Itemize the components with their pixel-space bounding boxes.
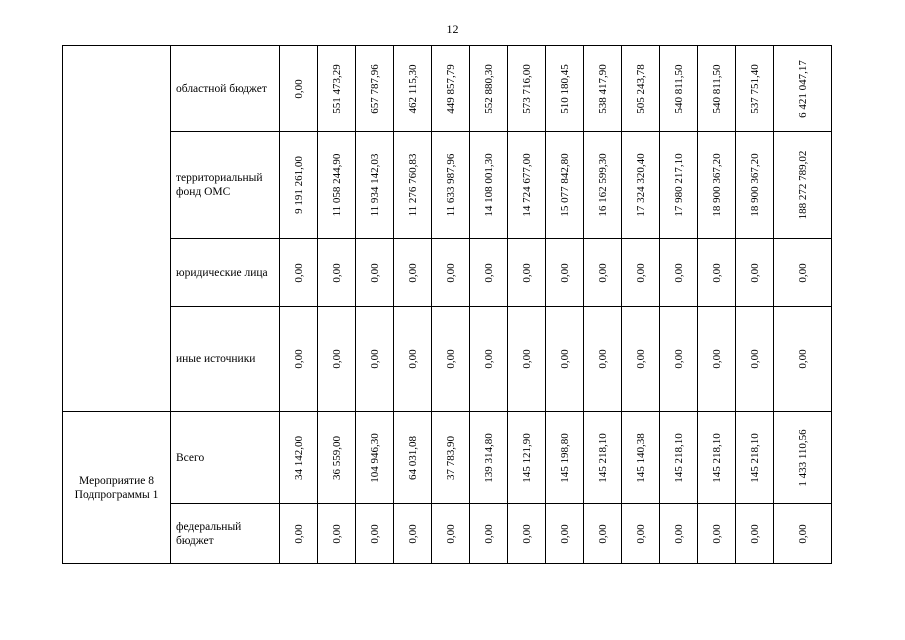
- value-cell: [622, 132, 660, 239]
- value-cell: [470, 307, 508, 412]
- value-cell: [698, 307, 736, 412]
- page-number: 12: [446, 22, 459, 36]
- value-text: 540 811,50: [710, 63, 723, 114]
- value-cell: [470, 46, 508, 132]
- value-text: 0,00: [796, 262, 809, 283]
- value-cell: [774, 307, 832, 412]
- value-text: 0,00: [796, 349, 809, 369]
- value-cell: [470, 504, 508, 564]
- value-text: 0,00: [330, 349, 343, 369]
- value-text: 104 946,30: [368, 432, 381, 483]
- value-text: 0,00: [406, 262, 419, 283]
- value-text: 0,00: [520, 349, 533, 369]
- value-text: 0,00: [672, 523, 685, 544]
- value-cell: [774, 412, 832, 504]
- value-cell: [546, 412, 584, 504]
- value-cell: [318, 46, 356, 132]
- value-cell: [774, 504, 832, 564]
- value-cell: [356, 46, 394, 132]
- table-row: [63, 504, 832, 564]
- value-cell: [584, 132, 622, 239]
- budget-table: [62, 45, 832, 564]
- value-text: 6 421 047,17: [796, 59, 809, 118]
- source-cell: территориальный фонд ОМС: [171, 132, 280, 239]
- value-cell: [774, 132, 832, 239]
- table-row: [63, 412, 832, 504]
- value-cell: [394, 504, 432, 564]
- value-cell: [470, 132, 508, 239]
- value-text: 0,00: [748, 349, 761, 369]
- value-cell: [280, 307, 318, 412]
- value-text: 551 473,29: [330, 63, 343, 114]
- value-text: 0,00: [596, 262, 609, 283]
- value-cell: [698, 132, 736, 239]
- value-cell: [432, 307, 470, 412]
- value-text: 11 276 760,83: [406, 153, 419, 217]
- value-cell: [584, 412, 622, 504]
- value-cell: [432, 46, 470, 132]
- table-row: [63, 307, 832, 412]
- value-cell: [584, 46, 622, 132]
- value-cell: [660, 412, 698, 504]
- value-cell: [698, 239, 736, 307]
- value-cell: [432, 504, 470, 564]
- value-cell: [356, 239, 394, 307]
- value-text: 145 218,10: [748, 432, 761, 483]
- value-text: 0,00: [558, 523, 571, 544]
- value-text: 0,00: [748, 523, 761, 544]
- source-cell: областной бюджет: [171, 46, 280, 132]
- value-cell: [774, 46, 832, 132]
- value-text: 11 633 987,96: [444, 153, 457, 217]
- value-text: 0,00: [596, 349, 609, 369]
- value-text: 0,00: [482, 349, 495, 369]
- value-text: 0,00: [634, 523, 647, 544]
- value-cell: [660, 504, 698, 564]
- value-cell: [622, 307, 660, 412]
- value-text: 0,00: [482, 262, 495, 283]
- value-cell: [280, 412, 318, 504]
- value-text: 462 115,30: [406, 63, 419, 114]
- value-text: 145 121,90: [520, 432, 533, 483]
- value-cell: [432, 412, 470, 504]
- value-text: 0,00: [710, 262, 723, 283]
- value-text: 34 142,00: [292, 435, 305, 480]
- value-text: 505 243,78: [634, 63, 647, 114]
- value-text: 145 218,10: [596, 432, 609, 483]
- source-cell: федеральный бюджет: [171, 504, 280, 564]
- value-cell: [318, 412, 356, 504]
- value-text: 0,00: [406, 523, 419, 544]
- value-text: 15 077 842,80: [558, 153, 571, 217]
- value-cell: [356, 307, 394, 412]
- value-cell: [622, 239, 660, 307]
- value-cell: [356, 504, 394, 564]
- value-text: 0,00: [520, 523, 533, 544]
- value-text: 17 324 320,40: [634, 153, 647, 217]
- value-cell: [470, 412, 508, 504]
- source-cell: юридические лица: [171, 239, 280, 307]
- value-text: 14 724 677,00: [520, 153, 533, 217]
- value-cell: [622, 504, 660, 564]
- value-cell: [280, 504, 318, 564]
- value-text: 0,00: [368, 262, 381, 283]
- value-cell: [356, 132, 394, 239]
- source-cell: Всего: [171, 412, 280, 504]
- value-text: 11 934 142,03: [368, 153, 381, 217]
- value-cell: [622, 46, 660, 132]
- category-cell: Мероприятие 8 Подпрограммы 1: [63, 412, 171, 564]
- value-text: 538 417,90: [596, 63, 609, 114]
- value-text: 0,00: [710, 349, 723, 369]
- value-text: 37 783,90: [444, 435, 457, 480]
- value-text: 145 218,10: [710, 432, 723, 483]
- value-cell: [318, 239, 356, 307]
- value-cell: [736, 46, 774, 132]
- value-text: 0,00: [406, 349, 419, 369]
- value-text: 1 433 110,56: [796, 428, 809, 487]
- value-cell: [470, 239, 508, 307]
- value-text: 0,00: [796, 523, 809, 544]
- value-cell: [736, 504, 774, 564]
- value-cell: [432, 239, 470, 307]
- value-cell: [356, 412, 394, 504]
- value-cell: [584, 239, 622, 307]
- table-row: [63, 239, 832, 307]
- value-text: 552 880,30: [482, 63, 495, 114]
- value-cell: [432, 132, 470, 239]
- value-text: 0,00: [558, 262, 571, 283]
- value-text: 0,00: [596, 523, 609, 544]
- value-cell: [394, 239, 432, 307]
- value-cell: [660, 239, 698, 307]
- value-text: 17 980 217,10: [672, 153, 685, 217]
- value-cell: [280, 132, 318, 239]
- value-text: 449 857,79: [444, 63, 457, 114]
- value-text: 139 314,80: [482, 432, 495, 483]
- value-text: 537 751,40: [748, 63, 761, 114]
- value-cell: [318, 307, 356, 412]
- value-text: 0,00: [634, 262, 647, 283]
- value-text: 0,00: [672, 349, 685, 369]
- value-cell: [736, 132, 774, 239]
- value-text: 16 162 599,30: [596, 153, 609, 217]
- value-text: 11 058 244,90: [330, 153, 343, 217]
- value-cell: [622, 412, 660, 504]
- value-text: 0,00: [292, 78, 305, 99]
- value-text: 0,00: [292, 349, 305, 369]
- value-cell: [280, 46, 318, 132]
- value-cell: [546, 46, 584, 132]
- value-text: 0,00: [710, 523, 723, 544]
- value-cell: [508, 132, 546, 239]
- value-cell: [508, 46, 546, 132]
- value-text: 14 108 001,30: [482, 153, 495, 217]
- value-cell: [736, 307, 774, 412]
- value-cell: [736, 412, 774, 504]
- value-cell: [394, 412, 432, 504]
- value-text: 18 900 367,20: [748, 153, 761, 217]
- value-cell: [584, 504, 622, 564]
- value-cell: [318, 504, 356, 564]
- value-text: 0,00: [444, 523, 457, 544]
- value-cell: [736, 239, 774, 307]
- value-cell: [546, 132, 584, 239]
- value-cell: [546, 239, 584, 307]
- value-cell: [508, 307, 546, 412]
- value-text: 657 787,96: [368, 63, 381, 114]
- value-text: 0,00: [330, 262, 343, 283]
- value-cell: [394, 46, 432, 132]
- value-text: 64 031,08: [406, 435, 419, 480]
- value-text: 0,00: [368, 349, 381, 369]
- value-text: 0,00: [748, 262, 761, 283]
- value-text: 573 716,00: [520, 63, 533, 114]
- value-cell: [394, 307, 432, 412]
- value-cell: [698, 46, 736, 132]
- value-cell: [546, 504, 584, 564]
- table-row: [63, 46, 832, 132]
- value-text: 0,00: [558, 349, 571, 369]
- value-text: 145 140,38: [634, 432, 647, 483]
- value-cell: [546, 307, 584, 412]
- value-text: 145 218,10: [672, 432, 685, 483]
- value-text: 0,00: [520, 262, 533, 283]
- value-text: 18 900 367,20: [710, 153, 723, 217]
- value-text: 36 559,00: [330, 435, 343, 480]
- value-cell: [394, 132, 432, 239]
- value-cell: [508, 504, 546, 564]
- value-cell: [660, 307, 698, 412]
- value-text: 540 811,50: [672, 63, 685, 114]
- value-text: 0,00: [330, 523, 343, 544]
- value-cell: [584, 307, 622, 412]
- value-text: 0,00: [634, 349, 647, 369]
- value-cell: [698, 412, 736, 504]
- source-cell: иные источники: [171, 307, 280, 412]
- value-text: 188 272 789,02: [796, 150, 809, 220]
- value-text: 0,00: [292, 523, 305, 544]
- value-text: 0,00: [444, 262, 457, 283]
- table-row: [63, 132, 832, 239]
- value-cell: [508, 239, 546, 307]
- category-cell: [63, 46, 171, 412]
- value-text: 0,00: [444, 349, 457, 369]
- value-cell: [280, 239, 318, 307]
- value-text: 0,00: [672, 262, 685, 283]
- value-cell: [774, 239, 832, 307]
- value-cell: [508, 412, 546, 504]
- value-text: 0,00: [482, 523, 495, 544]
- value-text: 510 180,45: [558, 63, 571, 114]
- value-text: 0,00: [368, 523, 381, 544]
- value-text: 0,00: [292, 262, 305, 283]
- value-text: 145 198,80: [558, 432, 571, 483]
- value-text: 9 191 261,00: [292, 156, 305, 214]
- value-cell: [318, 132, 356, 239]
- value-cell: [660, 46, 698, 132]
- value-cell: [660, 132, 698, 239]
- value-cell: [698, 504, 736, 564]
